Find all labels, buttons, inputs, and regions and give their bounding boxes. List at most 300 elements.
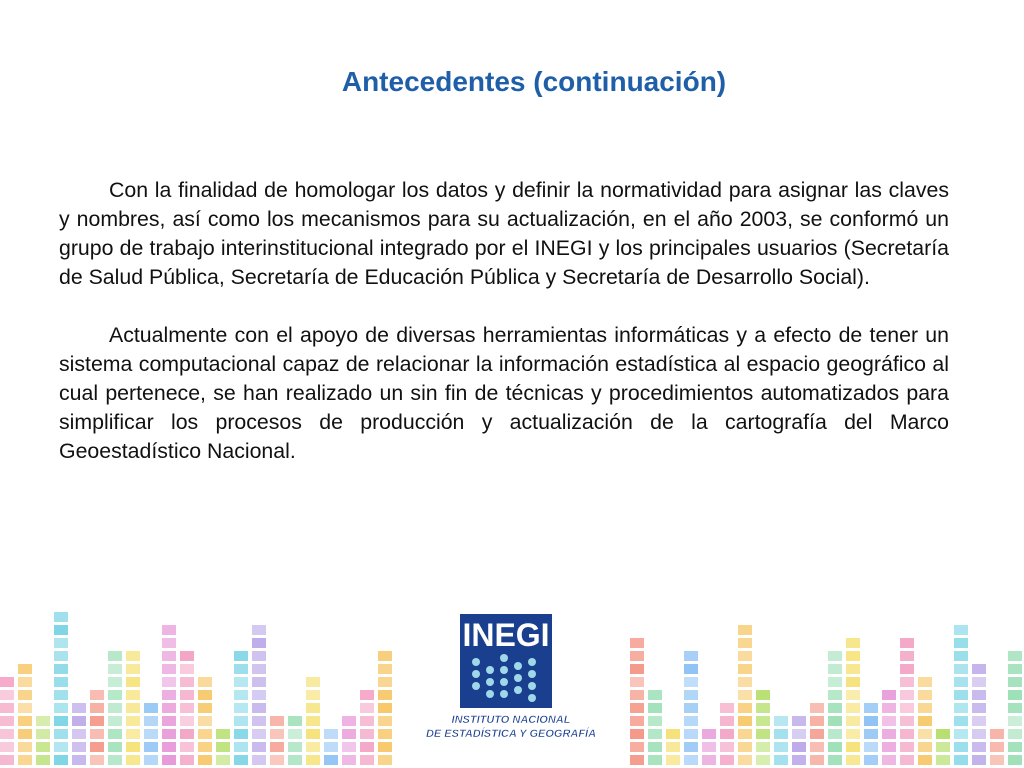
mosaic-cell xyxy=(882,690,896,700)
mosaic-cell xyxy=(54,625,68,635)
mosaic-cell xyxy=(144,729,158,739)
mosaic-cell xyxy=(18,755,32,765)
mosaic-cell xyxy=(342,755,356,765)
mosaic-cell xyxy=(864,703,878,713)
mosaic-cell xyxy=(0,677,14,687)
mosaic-cell xyxy=(774,755,788,765)
mosaic-cell xyxy=(270,716,284,726)
mosaic-cell xyxy=(774,742,788,752)
mosaic-cell xyxy=(990,755,1004,765)
mosaic-cell xyxy=(882,729,896,739)
mosaic-cell xyxy=(54,677,68,687)
mosaic-cell xyxy=(306,729,320,739)
mosaic-cell xyxy=(828,703,842,713)
mosaic-cell xyxy=(198,755,212,765)
mosaic-cell xyxy=(954,625,968,635)
mosaic-cell xyxy=(954,729,968,739)
mosaic-cell xyxy=(216,742,230,752)
mosaic-cell xyxy=(378,742,392,752)
mosaic-cell xyxy=(234,703,248,713)
mosaic-cell xyxy=(108,677,122,687)
mosaic-cell xyxy=(972,742,986,752)
mosaic-cell xyxy=(972,677,986,687)
mosaic-cell xyxy=(216,729,230,739)
mosaic-cell xyxy=(162,664,176,674)
mosaic-cell xyxy=(126,729,140,739)
mosaic-cell xyxy=(756,729,770,739)
mosaic-cell xyxy=(846,677,860,687)
mosaic-cell xyxy=(630,742,644,752)
mosaic-cell xyxy=(252,638,266,648)
mosaic-cell xyxy=(900,638,914,648)
mosaic-cell xyxy=(144,703,158,713)
mosaic-cell xyxy=(378,651,392,661)
mosaic-cell xyxy=(828,677,842,687)
mosaic-cell xyxy=(18,703,32,713)
mosaic-cell xyxy=(792,755,806,765)
mosaic-cell xyxy=(234,755,248,765)
mosaic-cell xyxy=(162,638,176,648)
mosaic-cell xyxy=(810,755,824,765)
mosaic-cell xyxy=(738,729,752,739)
mosaic-cell xyxy=(828,729,842,739)
mosaic-cell xyxy=(738,742,752,752)
mosaic-cell xyxy=(252,625,266,635)
mosaic-cell xyxy=(0,729,14,739)
mosaic-cell xyxy=(378,755,392,765)
mosaic-cell xyxy=(666,729,680,739)
mosaic-cell xyxy=(54,729,68,739)
mosaic-cell xyxy=(378,690,392,700)
mosaic-cell xyxy=(126,755,140,765)
mosaic-cell xyxy=(198,716,212,726)
mosaic-cell xyxy=(108,703,122,713)
mosaic-cell xyxy=(972,690,986,700)
mosaic-cell xyxy=(846,755,860,765)
mosaic-cell xyxy=(738,677,752,687)
mosaic-cell xyxy=(954,677,968,687)
mosaic-cell xyxy=(954,716,968,726)
mosaic-cell xyxy=(126,651,140,661)
mosaic-cell xyxy=(648,690,662,700)
mosaic-cell xyxy=(684,677,698,687)
mosaic-cell xyxy=(90,755,104,765)
mosaic-cell xyxy=(738,716,752,726)
mosaic-cell xyxy=(162,755,176,765)
mosaic-cell xyxy=(900,677,914,687)
mosaic-cell xyxy=(1008,729,1022,739)
mosaic-cell xyxy=(684,690,698,700)
mosaic-cell xyxy=(882,703,896,713)
mosaic-cell xyxy=(792,729,806,739)
mosaic-cell xyxy=(774,716,788,726)
mosaic-cell xyxy=(108,755,122,765)
mosaic-cell xyxy=(630,755,644,765)
mosaic-cell xyxy=(882,755,896,765)
mosaic-cell xyxy=(918,677,932,687)
mosaic-cell xyxy=(1008,677,1022,687)
mosaic-cell xyxy=(720,742,734,752)
mosaic-cell xyxy=(18,690,32,700)
mosaic-cell xyxy=(720,755,734,765)
mosaic-cell xyxy=(54,716,68,726)
mosaic-cell xyxy=(378,716,392,726)
mosaic-cell xyxy=(324,742,338,752)
mosaic-cell xyxy=(720,729,734,739)
mosaic-cell xyxy=(738,703,752,713)
mosaic-cell xyxy=(234,664,248,674)
mosaic-cell xyxy=(108,664,122,674)
mosaic-cell xyxy=(108,742,122,752)
mosaic-cell xyxy=(864,729,878,739)
mosaic-cell xyxy=(738,651,752,661)
mosaic-cell xyxy=(90,703,104,713)
mosaic-cell xyxy=(72,742,86,752)
mosaic-cell xyxy=(162,677,176,687)
mosaic-cell xyxy=(144,716,158,726)
mosaic-cell xyxy=(108,651,122,661)
mosaic-cell xyxy=(180,690,194,700)
mosaic-cell xyxy=(846,716,860,726)
mosaic-cell xyxy=(756,742,770,752)
mosaic-cell xyxy=(792,716,806,726)
mosaic-cell xyxy=(720,703,734,713)
mosaic-cell xyxy=(738,638,752,648)
mosaic-cell xyxy=(252,651,266,661)
mosaic-cell xyxy=(630,716,644,726)
mosaic-cell xyxy=(54,742,68,752)
mosaic-cell xyxy=(0,755,14,765)
mosaic-cell xyxy=(1008,651,1022,661)
mosaic-cell xyxy=(342,742,356,752)
mosaic-cell xyxy=(738,755,752,765)
mosaic-cell xyxy=(90,729,104,739)
mosaic-cell xyxy=(198,690,212,700)
mosaic-cell xyxy=(936,729,950,739)
mosaic-cell xyxy=(972,755,986,765)
mosaic-cell xyxy=(864,755,878,765)
mosaic-cell xyxy=(918,742,932,752)
mosaic-cell xyxy=(252,729,266,739)
mosaic-cell xyxy=(270,755,284,765)
mosaic-cell xyxy=(738,690,752,700)
mosaic-cell xyxy=(900,703,914,713)
mosaic-cell xyxy=(828,664,842,674)
mosaic-cell xyxy=(846,664,860,674)
mosaic-cell xyxy=(252,703,266,713)
mosaic-cell xyxy=(54,690,68,700)
mosaic-cell xyxy=(702,742,716,752)
mosaic-cell xyxy=(144,742,158,752)
mosaic-cell xyxy=(756,755,770,765)
mosaic-cell xyxy=(18,716,32,726)
mosaic-cell xyxy=(630,638,644,648)
mosaic-cell xyxy=(630,729,644,739)
mosaic-cell xyxy=(0,703,14,713)
mosaic-cell xyxy=(828,690,842,700)
mosaic-cell xyxy=(828,755,842,765)
mosaic-cell xyxy=(648,755,662,765)
mosaic-cell xyxy=(72,755,86,765)
mosaic-cell xyxy=(846,651,860,661)
mosaic-cell xyxy=(108,729,122,739)
mosaic-cell xyxy=(324,729,338,739)
mosaic-cell xyxy=(720,716,734,726)
mosaic-cell xyxy=(900,716,914,726)
mosaic-cell xyxy=(846,638,860,648)
slide-title: Antecedentes (continuación) xyxy=(341,66,727,97)
mosaic-cell xyxy=(288,742,302,752)
mosaic-cell xyxy=(0,742,14,752)
mosaic-cell xyxy=(234,742,248,752)
mosaic-cell xyxy=(162,742,176,752)
mosaic-cell xyxy=(198,742,212,752)
mosaic-cell xyxy=(990,742,1004,752)
mosaic-cell xyxy=(72,703,86,713)
mosaic-cell xyxy=(234,690,248,700)
mosaic-cell xyxy=(162,625,176,635)
mosaic-cell xyxy=(972,703,986,713)
mosaic-cell xyxy=(198,729,212,739)
mosaic-cell xyxy=(666,755,680,765)
mosaic-cell xyxy=(360,755,374,765)
mosaic-cell xyxy=(630,690,644,700)
mosaic-cell xyxy=(180,703,194,713)
logo-line2: DE ESTADÍSTICA Y GEOGRAFÍA xyxy=(425,728,597,740)
mosaic-cell xyxy=(954,742,968,752)
mosaic-cell xyxy=(810,716,824,726)
mosaic-cell xyxy=(864,716,878,726)
mosaic-cell xyxy=(756,703,770,713)
mosaic-cell xyxy=(162,690,176,700)
mosaic-cell xyxy=(72,716,86,726)
mosaic-cell xyxy=(360,703,374,713)
mosaic-cell xyxy=(54,664,68,674)
mosaic-cell xyxy=(252,664,266,674)
mosaic-cell xyxy=(648,729,662,739)
mosaic-cell xyxy=(270,742,284,752)
mosaic-cell xyxy=(180,651,194,661)
mosaic-cell xyxy=(972,664,986,674)
mosaic-cell xyxy=(702,729,716,739)
mosaic-cell xyxy=(918,755,932,765)
mosaic-cell xyxy=(0,690,14,700)
mosaic-cell xyxy=(18,729,32,739)
mosaic-cell xyxy=(108,690,122,700)
mosaic-cell xyxy=(54,612,68,622)
mosaic-cell xyxy=(954,638,968,648)
mosaic-cell xyxy=(648,716,662,726)
mosaic-cell xyxy=(306,755,320,765)
mosaic-cell xyxy=(648,742,662,752)
mosaic-cell xyxy=(144,755,158,765)
mosaic-cell xyxy=(756,690,770,700)
mosaic-cell xyxy=(72,729,86,739)
mosaic-cell xyxy=(846,729,860,739)
mosaic-cell xyxy=(1008,716,1022,726)
mosaic-cell xyxy=(1008,703,1022,713)
mosaic-cell xyxy=(846,742,860,752)
mosaic-cell xyxy=(918,729,932,739)
mosaic-cell xyxy=(180,716,194,726)
mosaic-cell xyxy=(630,664,644,674)
mosaic-cell xyxy=(270,729,284,739)
mosaic-cell xyxy=(162,651,176,661)
mosaic-cell xyxy=(360,742,374,752)
mosaic-cell xyxy=(684,742,698,752)
mosaic-cell xyxy=(126,716,140,726)
paragraph-2: Actualmente con el apoyo de diversas herramientas informáticas y a efecto de tener un sistema computacional capaz de relacionar la información estadística al espacio geográfico al cual pertenece, se han realizado un sin fin de técnicas y procedimientos automatizados para simplificar los procesos de producción y actualización de la cartografía del Marco Geoestadístico Nacional. xyxy=(59,323,949,463)
mosaic-cell xyxy=(126,703,140,713)
mosaic-cell xyxy=(630,677,644,687)
mosaic-cell xyxy=(684,664,698,674)
mosaic-cell xyxy=(1008,742,1022,752)
mosaic-cell xyxy=(126,677,140,687)
mosaic-cell xyxy=(684,651,698,661)
mosaic-cell xyxy=(90,742,104,752)
mosaic-cell xyxy=(900,651,914,661)
mosaic-cell xyxy=(18,664,32,674)
mosaic-cell xyxy=(954,664,968,674)
mosaic-cell xyxy=(1008,690,1022,700)
mosaic-cell xyxy=(900,742,914,752)
mosaic-cell xyxy=(972,716,986,726)
mosaic-cell xyxy=(108,716,122,726)
mosaic-cell xyxy=(36,742,50,752)
mosaic-cell xyxy=(0,716,14,726)
mosaic-cell xyxy=(954,703,968,713)
mosaic-cell xyxy=(360,716,374,726)
mosaic-cell xyxy=(846,690,860,700)
mosaic-cell xyxy=(360,690,374,700)
mosaic-cell xyxy=(180,677,194,687)
mosaic-cell xyxy=(792,742,806,752)
mosaic-cell xyxy=(216,755,230,765)
mosaic-cell xyxy=(90,690,104,700)
mosaic-cell xyxy=(954,690,968,700)
mosaic-cell xyxy=(954,651,968,661)
mosaic-cell xyxy=(288,716,302,726)
mosaic-cell xyxy=(252,716,266,726)
mosaic-cell xyxy=(648,703,662,713)
mosaic-cell xyxy=(810,703,824,713)
mosaic-cell xyxy=(180,755,194,765)
mosaic-cell xyxy=(162,703,176,713)
mosaic-cell xyxy=(990,729,1004,739)
mosaic-cell xyxy=(684,703,698,713)
mosaic-cell xyxy=(288,729,302,739)
mosaic-cell xyxy=(162,716,176,726)
mosaic-cell xyxy=(36,729,50,739)
mosaic-cell xyxy=(36,755,50,765)
mosaic-cell xyxy=(1008,664,1022,674)
mosaic-cell xyxy=(18,742,32,752)
mosaic-cell xyxy=(90,716,104,726)
mosaic-cell xyxy=(54,703,68,713)
mosaic-cell xyxy=(252,742,266,752)
mosaic-cell xyxy=(900,729,914,739)
mosaic-cell xyxy=(198,677,212,687)
mosaic-cell xyxy=(360,729,374,739)
mosaic-cell xyxy=(936,755,950,765)
mosaic-cell xyxy=(234,651,248,661)
mosaic-cell xyxy=(828,651,842,661)
mosaic-cell xyxy=(378,703,392,713)
mosaic-cell xyxy=(684,729,698,739)
mosaic-cell xyxy=(306,677,320,687)
mosaic-cell xyxy=(378,729,392,739)
mosaic-cell xyxy=(954,755,968,765)
mosaic-cell xyxy=(936,742,950,752)
mosaic-cell xyxy=(54,755,68,765)
mosaic-cell xyxy=(828,742,842,752)
mosaic-cell xyxy=(252,677,266,687)
mosaic-cell xyxy=(882,742,896,752)
mosaic-cell xyxy=(234,729,248,739)
mosaic-cell xyxy=(918,703,932,713)
mosaic-cell xyxy=(234,677,248,687)
mosaic-cell xyxy=(306,703,320,713)
mosaic-cell xyxy=(684,716,698,726)
mosaic-cell xyxy=(306,742,320,752)
mosaic-cell xyxy=(918,716,932,726)
mosaic-cell xyxy=(684,755,698,765)
mosaic-cell xyxy=(162,729,176,739)
mosaic-cell xyxy=(774,729,788,739)
logo-line1: INSTITUTO NACIONAL xyxy=(451,714,571,726)
mosaic-cell xyxy=(18,677,32,687)
mosaic-cell xyxy=(252,755,266,765)
mosaic-cell xyxy=(288,755,302,765)
mosaic-cell xyxy=(234,716,248,726)
mosaic-cell xyxy=(180,742,194,752)
mosaic-cell xyxy=(1008,755,1022,765)
mosaic-cell xyxy=(54,638,68,648)
logo-acronym: INEGI xyxy=(462,617,550,653)
mosaic-cell xyxy=(342,716,356,726)
mosaic-cell xyxy=(306,716,320,726)
mosaic-cell xyxy=(198,703,212,713)
mosaic-cell xyxy=(864,742,878,752)
mosaic-cell xyxy=(342,729,356,739)
mosaic-cell xyxy=(738,664,752,674)
mosaic-cell xyxy=(882,716,896,726)
mosaic-cell xyxy=(918,690,932,700)
mosaic-cell xyxy=(180,664,194,674)
mosaic-cell xyxy=(36,716,50,726)
mosaic-cell xyxy=(126,664,140,674)
mosaic-cell xyxy=(378,677,392,687)
mosaic-cell xyxy=(378,664,392,674)
mosaic-cell xyxy=(828,716,842,726)
mosaic-cell xyxy=(54,651,68,661)
mosaic-cell xyxy=(126,742,140,752)
paragraph-1: Con la finalidad de homologar los datos y definir la normatividad para asignar las claves y nombres, así como los mecanismos para su actualización, en el año 2003, se conformó un grupo de trabajo interinstitucional integrado por el INEGI y los principales usuarios (Secretaría de Salud Pública, Secretaría de Educación Pública y Secretaría de Desarrollo Social). xyxy=(59,178,949,289)
mosaic-cell xyxy=(666,742,680,752)
mosaic-cell xyxy=(810,729,824,739)
mosaic-cell xyxy=(900,664,914,674)
mosaic-cell xyxy=(252,690,266,700)
mosaic-cell xyxy=(810,742,824,752)
mosaic-cell xyxy=(630,703,644,713)
mosaic-cell xyxy=(972,729,986,739)
mosaic-cell xyxy=(702,755,716,765)
mosaic-cell xyxy=(846,703,860,713)
mosaic-cell xyxy=(900,690,914,700)
mosaic-cell xyxy=(126,690,140,700)
mosaic-cell xyxy=(630,651,644,661)
mosaic-cell xyxy=(738,625,752,635)
